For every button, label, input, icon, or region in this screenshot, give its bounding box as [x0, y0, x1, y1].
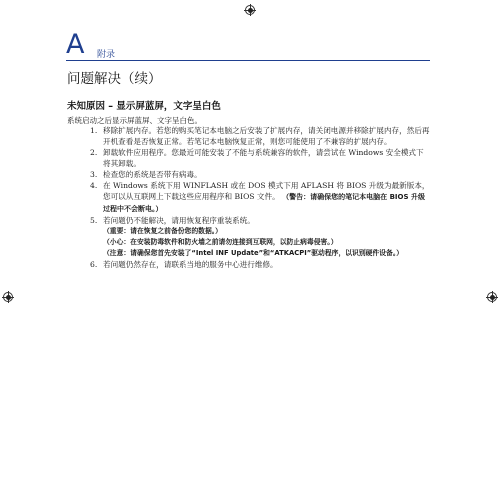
- step-item: [90, 125, 430, 147]
- step-text: 若问题仍不能解决，请用恢复程序重装系统。: [103, 216, 255, 225]
- registration-mark-right: [486, 291, 498, 303]
- step-text: 卸载软件应用程序。您最近可能安装了不能与系统兼容的软件，请尝试在 Windows 安全模式下将其卸载。: [103, 148, 424, 168]
- step-number: 2.: [90, 148, 98, 157]
- chapter-divider: [66, 60, 430, 61]
- step-item: [90, 180, 430, 215]
- registration-mark-top: [244, 4, 256, 16]
- step-item: [90, 259, 430, 270]
- step-text: 若问题仍然存在，请联系当地的服务中心进行维修。: [103, 260, 278, 269]
- step-number: 1.: [90, 126, 98, 135]
- step-text: 检查您的系统是否带有病毒。: [103, 170, 202, 179]
- chapter-label: 附录: [97, 50, 116, 60]
- step-number: 3.: [90, 170, 98, 179]
- step-text: 在 Windows 系统下用 WINFLASH 或在 DOS 模式下用 AFLASH 将 BIOS 升级为最新版本，您可以从互联网上下载这些应用程序和 BIOS 文件。: [103, 181, 430, 201]
- step-note-caution: （小心：在安装防毒软件和防火墙之前请勿连接到互联网，以防止病毒侵害。）: [103, 238, 338, 246]
- step-item: [90, 147, 430, 169]
- step-number: 6.: [90, 260, 98, 269]
- troubleshooting-steps: [90, 125, 430, 270]
- step-text: 移除扩展内存。若您的购买笔记本电脑之后安装了扩展内存，请关闭电源并移除扩展内存，然后再开机查看是否恢复正常。若笔记本电脑恢复正常，则您可能使用了不兼容的扩展内存。: [103, 126, 430, 146]
- registration-mark-left: [2, 291, 14, 303]
- page-title: 问题解决（续）: [67, 71, 162, 87]
- step-note-important: （重要：请在恢复之前备份您的数据。）: [103, 227, 222, 235]
- chapter-letter: A: [66, 29, 85, 60]
- step-number: 5.: [90, 216, 98, 225]
- step-warning: （警告：请确保您的笔记本电脑在 BIOS 升级过程中不会断电。）: [103, 193, 425, 213]
- step-item: [90, 169, 430, 180]
- section-title: 未知原因 – 显示屏蓝屏，文字呈白色: [67, 101, 221, 112]
- step-item: [90, 215, 430, 259]
- step-note-notice: （注意：请确保您首先安装了“Intel INF Update”和“ATKACPI”驱动程序，以识别硬件设备。）: [103, 249, 404, 257]
- section-intro: 系统启动之后显示屏蓝屏、文字呈白色。: [67, 116, 202, 125]
- step-number: 4.: [90, 181, 98, 190]
